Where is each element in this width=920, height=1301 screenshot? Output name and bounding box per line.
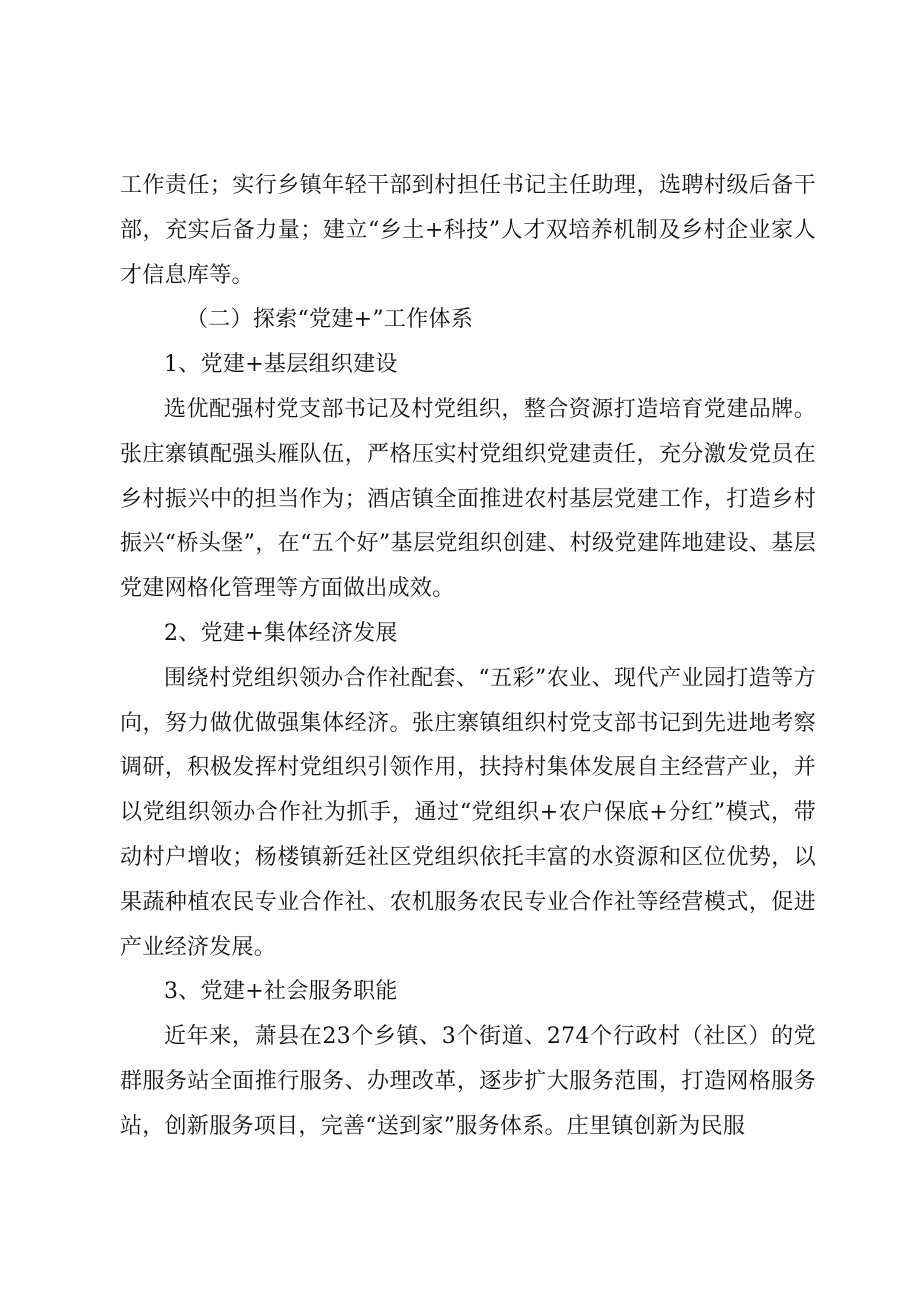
section-heading: （二）探索“党建+”工作体系 [186,307,474,333]
subsection-heading-1: 1、党建+基层组织建设 [164,352,398,378]
subsection-body-3: 近年来，萧县在23个乡镇、3个街道、274个行政村（社区）的党群服务站全面推行服务、办理改革，逐步扩大服务范围，打造网格服务站，创新服务项目，完善“送到家”服务体系。庄里镇创新为民服 [120,1024,816,1139]
subsection-body-1: 选优配强村党支部书记及村党组织，整合资源打造培育党建品牌。张庄寨镇配强头雁队伍，严格压实村党组织党建责任，充分激发党员在乡村振兴中的担当作为；酒店镇全面推进农村基层党建工作，打造乡村振兴“桥头堡”，在“五个好”基层党组织创建、村级党建阵地建设、基层党建网格化管理等方面做出成效。 [120,396,816,602]
subsection-body-2: 围绕村党组织领办合作社配套、“五彩”农业、现代产业园打造等方向，努力做优做强集体经济。张庄寨镇组织村党支部书记到先进地考察调研，积极发挥村党组织引领作用，扶持村集体发展自主经营产业，并以党组织领办合作社为抓手，通过“党组织+农户保底+分红”模式，带动村户增收；杨楼镇新廷社区党组织依托丰富的水资源和区位优势，以果蔬种植农民专业合作社、农机服务农民专业合作社等经营模式，促进产业经济发展。 [120,665,816,960]
continued-paragraph: 工作责任；实行乡镇年轻干部到村担任书记主任助理，选聘村级后备干部，充实后备力量；建立“乡土+科技”人才双培养机制及乡村企业家人才信息库等。 [120,173,816,288]
subsection-heading-2: 2、党建+集体经济发展 [164,620,398,646]
subsection-heading-3: 3、党建+社会服务职能 [164,979,398,1005]
